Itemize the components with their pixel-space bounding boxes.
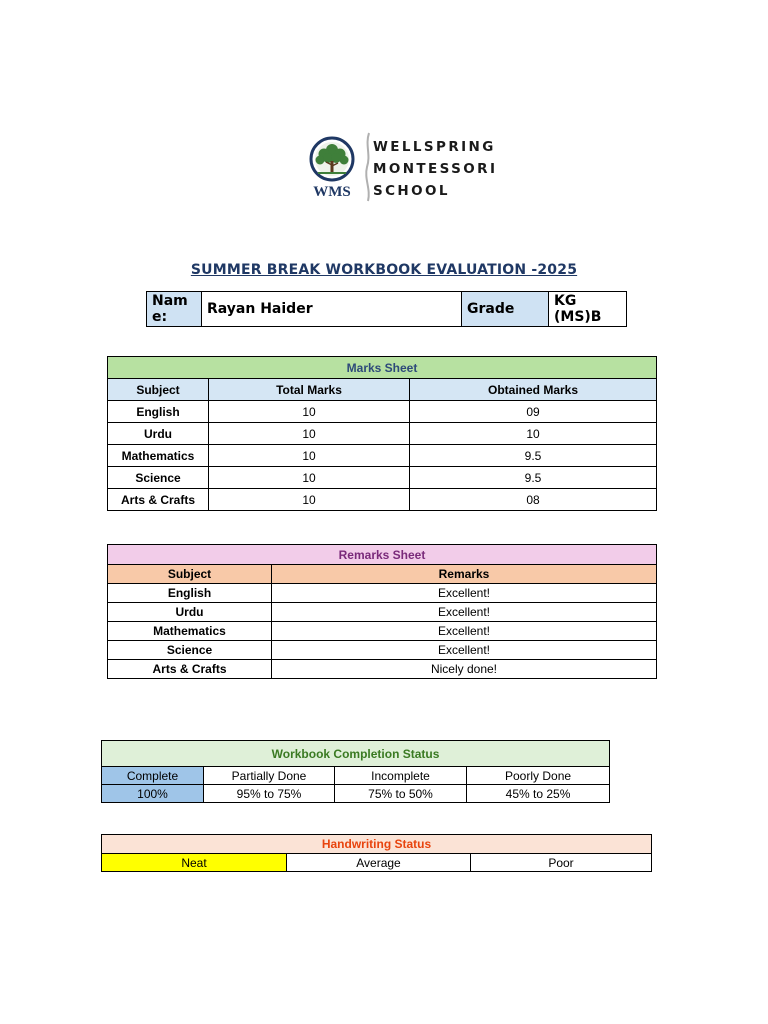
name-label: Nam e: [147, 292, 202, 327]
completion-range-complete: 100% [102, 785, 204, 803]
table-row [108, 584, 657, 603]
remarks-header-remarks: Remarks [272, 565, 657, 584]
completion-range-incomplete: 75% to 50% [335, 785, 467, 803]
remark-cell: Excellent! [272, 603, 657, 622]
subject-cell: Mathematics [108, 622, 272, 641]
subject-cell: Arts & Crafts [108, 489, 209, 511]
completion-level-poor: Poorly Done [467, 767, 610, 785]
logo-divider-icon [364, 131, 372, 203]
total-marks-cell: 10 [209, 423, 410, 445]
completion-range-poor: 45% to 25% [467, 785, 610, 803]
table-row [108, 467, 657, 489]
logo-line-3: SCHOOL [373, 183, 450, 199]
tree-emblem-icon [304, 135, 364, 201]
subject-cell: Urdu [108, 603, 272, 622]
completion-range-partial: 95% to 75% [204, 785, 335, 803]
table-row [108, 423, 657, 445]
marks-header-subject: Subject [108, 379, 209, 401]
remark-cell: Excellent! [272, 584, 657, 603]
subject-cell: Science [108, 467, 209, 489]
handwriting-level-poor: Poor [471, 854, 652, 872]
subject-cell: English [108, 401, 209, 423]
student-info-table [146, 291, 627, 327]
subject-cell: English [108, 584, 272, 603]
obtained-marks-cell: 09 [410, 401, 657, 423]
handwriting-status-title: Handwriting Status [102, 835, 652, 854]
completion-level-incomplete: Incomplete [335, 767, 467, 785]
total-marks-cell: 10 [209, 401, 410, 423]
completion-status-title: Workbook Completion Status [102, 741, 610, 767]
remark-cell: Excellent! [272, 641, 657, 660]
remarks-sheet-title: Remarks Sheet [108, 545, 657, 565]
handwriting-status-table [101, 834, 652, 872]
table-row [108, 660, 657, 679]
obtained-marks-cell: 9.5 [410, 467, 657, 489]
subject-cell: Science [108, 641, 272, 660]
total-marks-cell: 10 [209, 467, 410, 489]
table-row [108, 489, 657, 511]
table-row [108, 401, 657, 423]
remark-cell: Excellent! [272, 622, 657, 641]
handwriting-level-neat: Neat [102, 854, 287, 872]
obtained-marks-cell: 10 [410, 423, 657, 445]
name-value: Rayan Haider [202, 292, 462, 327]
total-marks-cell: 10 [209, 445, 410, 467]
table-row [108, 622, 657, 641]
obtained-marks-cell: 08 [410, 489, 657, 511]
logo-line-2: MONTESSORI [373, 161, 498, 177]
subject-cell: Urdu [108, 423, 209, 445]
logo-line-1: WELLSPRING [373, 139, 496, 155]
logo-abbr: WMS [313, 184, 351, 200]
completion-status-table [101, 740, 610, 803]
remarks-sheet-table [107, 544, 657, 679]
obtained-marks-cell: 9.5 [410, 445, 657, 467]
remark-cell: Nicely done! [272, 660, 657, 679]
subject-cell: Mathematics [108, 445, 209, 467]
grade-value: KG (MS)B [549, 292, 627, 327]
total-marks-cell: 10 [209, 489, 410, 511]
marks-sheet-table [107, 356, 657, 511]
completion-level-partial: Partially Done [204, 767, 335, 785]
grade-label: Grade [462, 292, 549, 327]
marks-sheet-title: Marks Sheet [108, 357, 657, 379]
table-row [108, 603, 657, 622]
table-row [108, 445, 657, 467]
document-title: SUMMER BREAK WORKBOOK EVALUATION -2025 [190, 262, 578, 278]
completion-level-complete: Complete [102, 767, 204, 785]
remarks-header-subject: Subject [108, 565, 272, 584]
subject-cell: Arts & Crafts [108, 660, 272, 679]
marks-header-obtained: Obtained Marks [410, 379, 657, 401]
marks-header-total: Total Marks [209, 379, 410, 401]
handwriting-level-average: Average [287, 854, 471, 872]
school-logo [300, 125, 500, 207]
table-row [108, 641, 657, 660]
